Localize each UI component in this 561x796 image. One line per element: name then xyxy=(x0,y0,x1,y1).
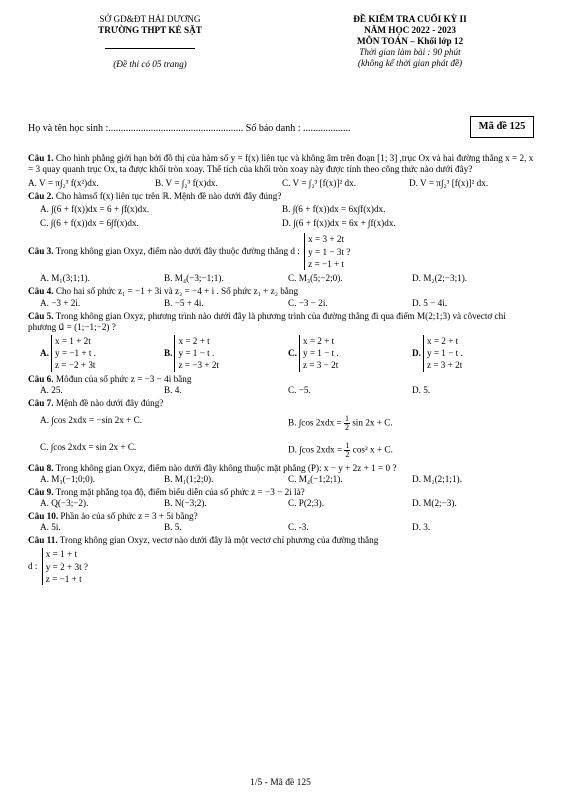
line-system xyxy=(42,548,88,585)
question-8 xyxy=(28,463,536,485)
line-system xyxy=(299,335,339,372)
option-b: B. M₁(1;2;0). xyxy=(164,474,214,484)
header-left xyxy=(45,14,255,70)
question-text: Cho hình phẳng giới hạn bởi đồ thị của hàm số y = f(x) liên tục và không âm trên đoạn [1; 3] ,trục Ox và hai đường thẳng x = 2, x = 3 quay quanh trục Ox, ta được khối tròn xoay. Thể tích của khối tròn xoay này được tính theo công thức nào dưới đây? xyxy=(28,153,534,175)
question-text: Trong không gian Oxyz, điểm nào dưới đây không thuộc mặt phẳng (P): x − y + 2z + 1 = 0 ? xyxy=(55,462,397,473)
duration-note: (không kể thời gian phát đề) xyxy=(357,58,463,69)
eq-z: z = 3 − 2t xyxy=(302,360,339,371)
numerator: 1 xyxy=(344,413,349,423)
student-info xyxy=(28,123,538,135)
question-label: Câu 10. xyxy=(28,511,59,522)
option-d: D. 5 − 4i. xyxy=(412,297,448,308)
question-7 xyxy=(28,398,536,459)
option-c xyxy=(288,335,412,372)
option-text: cos² x + C. xyxy=(352,444,393,455)
question-label: Câu 3. xyxy=(28,245,54,256)
question-9 xyxy=(28,487,536,509)
option-d: D. M₂(2;1;1). xyxy=(412,474,462,484)
line-system xyxy=(51,335,96,372)
question-label: Câu 8. xyxy=(28,462,54,473)
line-system xyxy=(304,233,350,270)
question-text: Môđun của số phức z = −3 − 4i bằng xyxy=(55,373,192,384)
option-a: A. ∫cos 2xdx = −sin 2x + C. xyxy=(40,414,143,425)
eq-z: z = −1 + t xyxy=(45,574,82,585)
option-b: B. 4. xyxy=(164,384,182,395)
option-c: C. ∫cos 2xdx = sin 2x + C. xyxy=(40,441,137,452)
option-c: C. −3 − 2i. xyxy=(288,297,328,308)
eq-x: x = 3 + 2t xyxy=(308,234,345,245)
option-a: A. V = π∫₂³ f(x²)dx. xyxy=(28,178,99,189)
question-text: Mệnh đề nào dưới đây đúng? xyxy=(55,397,164,408)
option-d: D. M₂(2;−3;1). xyxy=(412,273,468,284)
option-b xyxy=(288,415,536,432)
page-footer: 1/5 - Mã đề 125 xyxy=(250,778,311,788)
question-1 xyxy=(28,153,536,189)
question-10 xyxy=(28,511,536,533)
option-d: D. M(2;−3). xyxy=(412,498,457,509)
eq-y: y = 1 − t . xyxy=(302,348,339,359)
option-c: C. M₃(5;−2;0). xyxy=(288,273,343,284)
question-3 xyxy=(28,233,536,284)
school-name: TRƯỜNG THPT KẺ SẶT xyxy=(98,25,202,36)
department-name: SỞ GD&ĐT HẢI DƯƠNG xyxy=(99,14,201,24)
option-a: A. Q(−3;−2). xyxy=(40,498,89,509)
eq-y: y = 2 + 3t ? xyxy=(45,561,89,572)
option-a: A. −3 + 2i. xyxy=(40,297,81,308)
option-a xyxy=(40,335,164,372)
exam-code-box: Mã đề 125 xyxy=(470,116,534,138)
question-5 xyxy=(28,311,536,372)
line-name: d : xyxy=(28,560,38,571)
pages-note: (Đề thi có 05 trang) xyxy=(113,59,187,70)
eq-x: x = 1 + t xyxy=(45,549,78,560)
option-letter: B. xyxy=(164,347,173,358)
duration: Thời gian làm bài : 90 phút xyxy=(359,47,461,58)
subject: MÔN TOÁN – Khối lớp 12 xyxy=(356,36,464,47)
option-c: C. M₄(−1;2;1). xyxy=(288,474,343,484)
eq-z: z = 3 + 2t xyxy=(426,360,463,371)
option-d: D. ∫(6 + f(x))dx = 6x + ∫f(x)dx. xyxy=(282,218,396,229)
eq-z: z = −1 + t xyxy=(308,259,345,270)
eq-x: x = 2 + t xyxy=(178,335,210,346)
option-c: C. P(2;3). xyxy=(288,498,324,509)
option-b: B. 5. xyxy=(164,522,182,533)
eq-y: y = 1 − 3t ? xyxy=(308,246,351,257)
question-4 xyxy=(28,286,536,308)
question-label: Câu 1. xyxy=(28,153,54,163)
fraction xyxy=(344,415,350,432)
option-c: C. -3. xyxy=(288,522,309,533)
question-2 xyxy=(28,191,536,229)
question-text: Trong không gian Oxyz, vectơ nào dưới đây là một vectơ chỉ phương của đường thẳng xyxy=(59,535,379,546)
option-b: B. M₄(−3;−1;1). xyxy=(164,273,224,284)
line-system xyxy=(174,335,219,372)
question-label: Câu 9. xyxy=(28,487,54,498)
option-a: A. 25. xyxy=(40,384,63,395)
eq-x: x = 1 + 2t xyxy=(54,335,91,346)
school-year: NĂM HỌC 2022 - 2023 xyxy=(364,25,456,36)
option-b xyxy=(164,335,288,372)
question-label: Câu 6. xyxy=(28,373,54,384)
question-label: Câu 7. xyxy=(28,397,54,408)
option-letter: A. xyxy=(40,347,49,358)
option-a: A. M₃(−1;0;0). xyxy=(40,474,96,484)
option-b: B. ∫(6 + f(x))dx = 6x∫f(x)dx. xyxy=(282,204,386,215)
option-a: A. ∫(6 + f(x))dx = 6 + ∫f(x)dx. xyxy=(40,204,150,215)
option-c: C. −5. xyxy=(288,384,311,395)
option-text: D. ∫cos 2xdx = xyxy=(288,444,343,455)
denominator: 2 xyxy=(345,449,350,459)
question-label: Câu 11. xyxy=(28,535,58,546)
eq-z: z = −3 + 2t xyxy=(178,360,219,371)
eq-y: y = 1 − t . xyxy=(426,348,463,359)
question-label: Câu 2. xyxy=(28,191,54,202)
question-text: Cho hai số phức z₁ = −1 + 3i và z₂ = −4 + i . Số phức z₁ + z₂ bằng xyxy=(55,286,299,297)
question-text: Cho hàmsố f(x) liên tục trên ℝ. Mệnh đề nào dưới đây đúng? xyxy=(55,191,282,202)
option-a: A. M₁(3;1;1). xyxy=(40,273,90,284)
option-b: B. V = ∫₂³ f(x)dx. xyxy=(155,178,218,189)
option-text: B. ∫cos 2xdx = xyxy=(288,417,342,428)
option-d xyxy=(288,442,536,459)
eq-y: y = 1 − t . xyxy=(178,348,215,359)
option-b: B. −5 + 4i. xyxy=(164,297,204,308)
denominator: 2 xyxy=(344,422,349,432)
student-id-label: Số báo danh : ................... xyxy=(245,123,351,134)
option-d: D. 3. xyxy=(412,522,431,533)
questions xyxy=(28,153,536,587)
divider xyxy=(105,48,195,49)
student-name-label: Họ và tên học sinh :...................................................... xyxy=(28,123,244,134)
eq-x: x = 2 + t xyxy=(426,335,459,346)
header-right xyxy=(290,14,530,69)
question-label: Câu 4. xyxy=(28,286,54,297)
option-b: B. N(−3;2). xyxy=(164,498,207,509)
question-11 xyxy=(28,535,536,585)
question-label: Câu 5. xyxy=(28,310,54,321)
option-c: C. V = ∫₂³ [f(x)]² dx. xyxy=(282,178,356,189)
question-6 xyxy=(28,374,536,396)
numerator: 1 xyxy=(345,440,350,450)
option-d: D. V = π∫₂³ [f(x)]² dx. xyxy=(409,178,489,189)
option-letter: C. xyxy=(288,347,297,358)
fraction xyxy=(344,442,350,459)
question-text: Phần ảo của số phức z = 3 + 5i bằng? xyxy=(60,511,198,522)
question-text: Trong không gian Oxyz, phương trình nào dưới đây là phương trình của đường thẳng đi qua điểm M(2;1;3) và côvectơ chỉ phương u⃗ = (1;−1;−2) ? xyxy=(28,310,506,332)
option-d: D. 5. xyxy=(412,384,431,395)
eq-x: x = 2 + t xyxy=(302,335,335,346)
option-text: sin 2x + C. xyxy=(352,417,393,428)
option-d xyxy=(412,335,536,372)
line-system xyxy=(423,335,463,372)
question-text: Trong mặt phẳng tọa độ, điểm biểu diễn của số phức z = −3 − 2i là? xyxy=(55,487,305,498)
eq-y: y = −1 + t . xyxy=(54,348,97,359)
question-text: Trong không gian Oxyz, điểm nào dưới đây thuộc đường thẳng d : xyxy=(55,245,300,256)
option-letter: D. xyxy=(412,347,421,358)
option-c: C. ∫(6 + f(x))dx = 6∫f(x)dx. xyxy=(40,218,139,229)
option-a: A. 5i. xyxy=(40,522,61,533)
eq-z: z = −2 + 3t xyxy=(54,360,96,371)
exam-title: ĐỀ KIỂM TRA CUỐI KỲ II xyxy=(353,14,467,24)
